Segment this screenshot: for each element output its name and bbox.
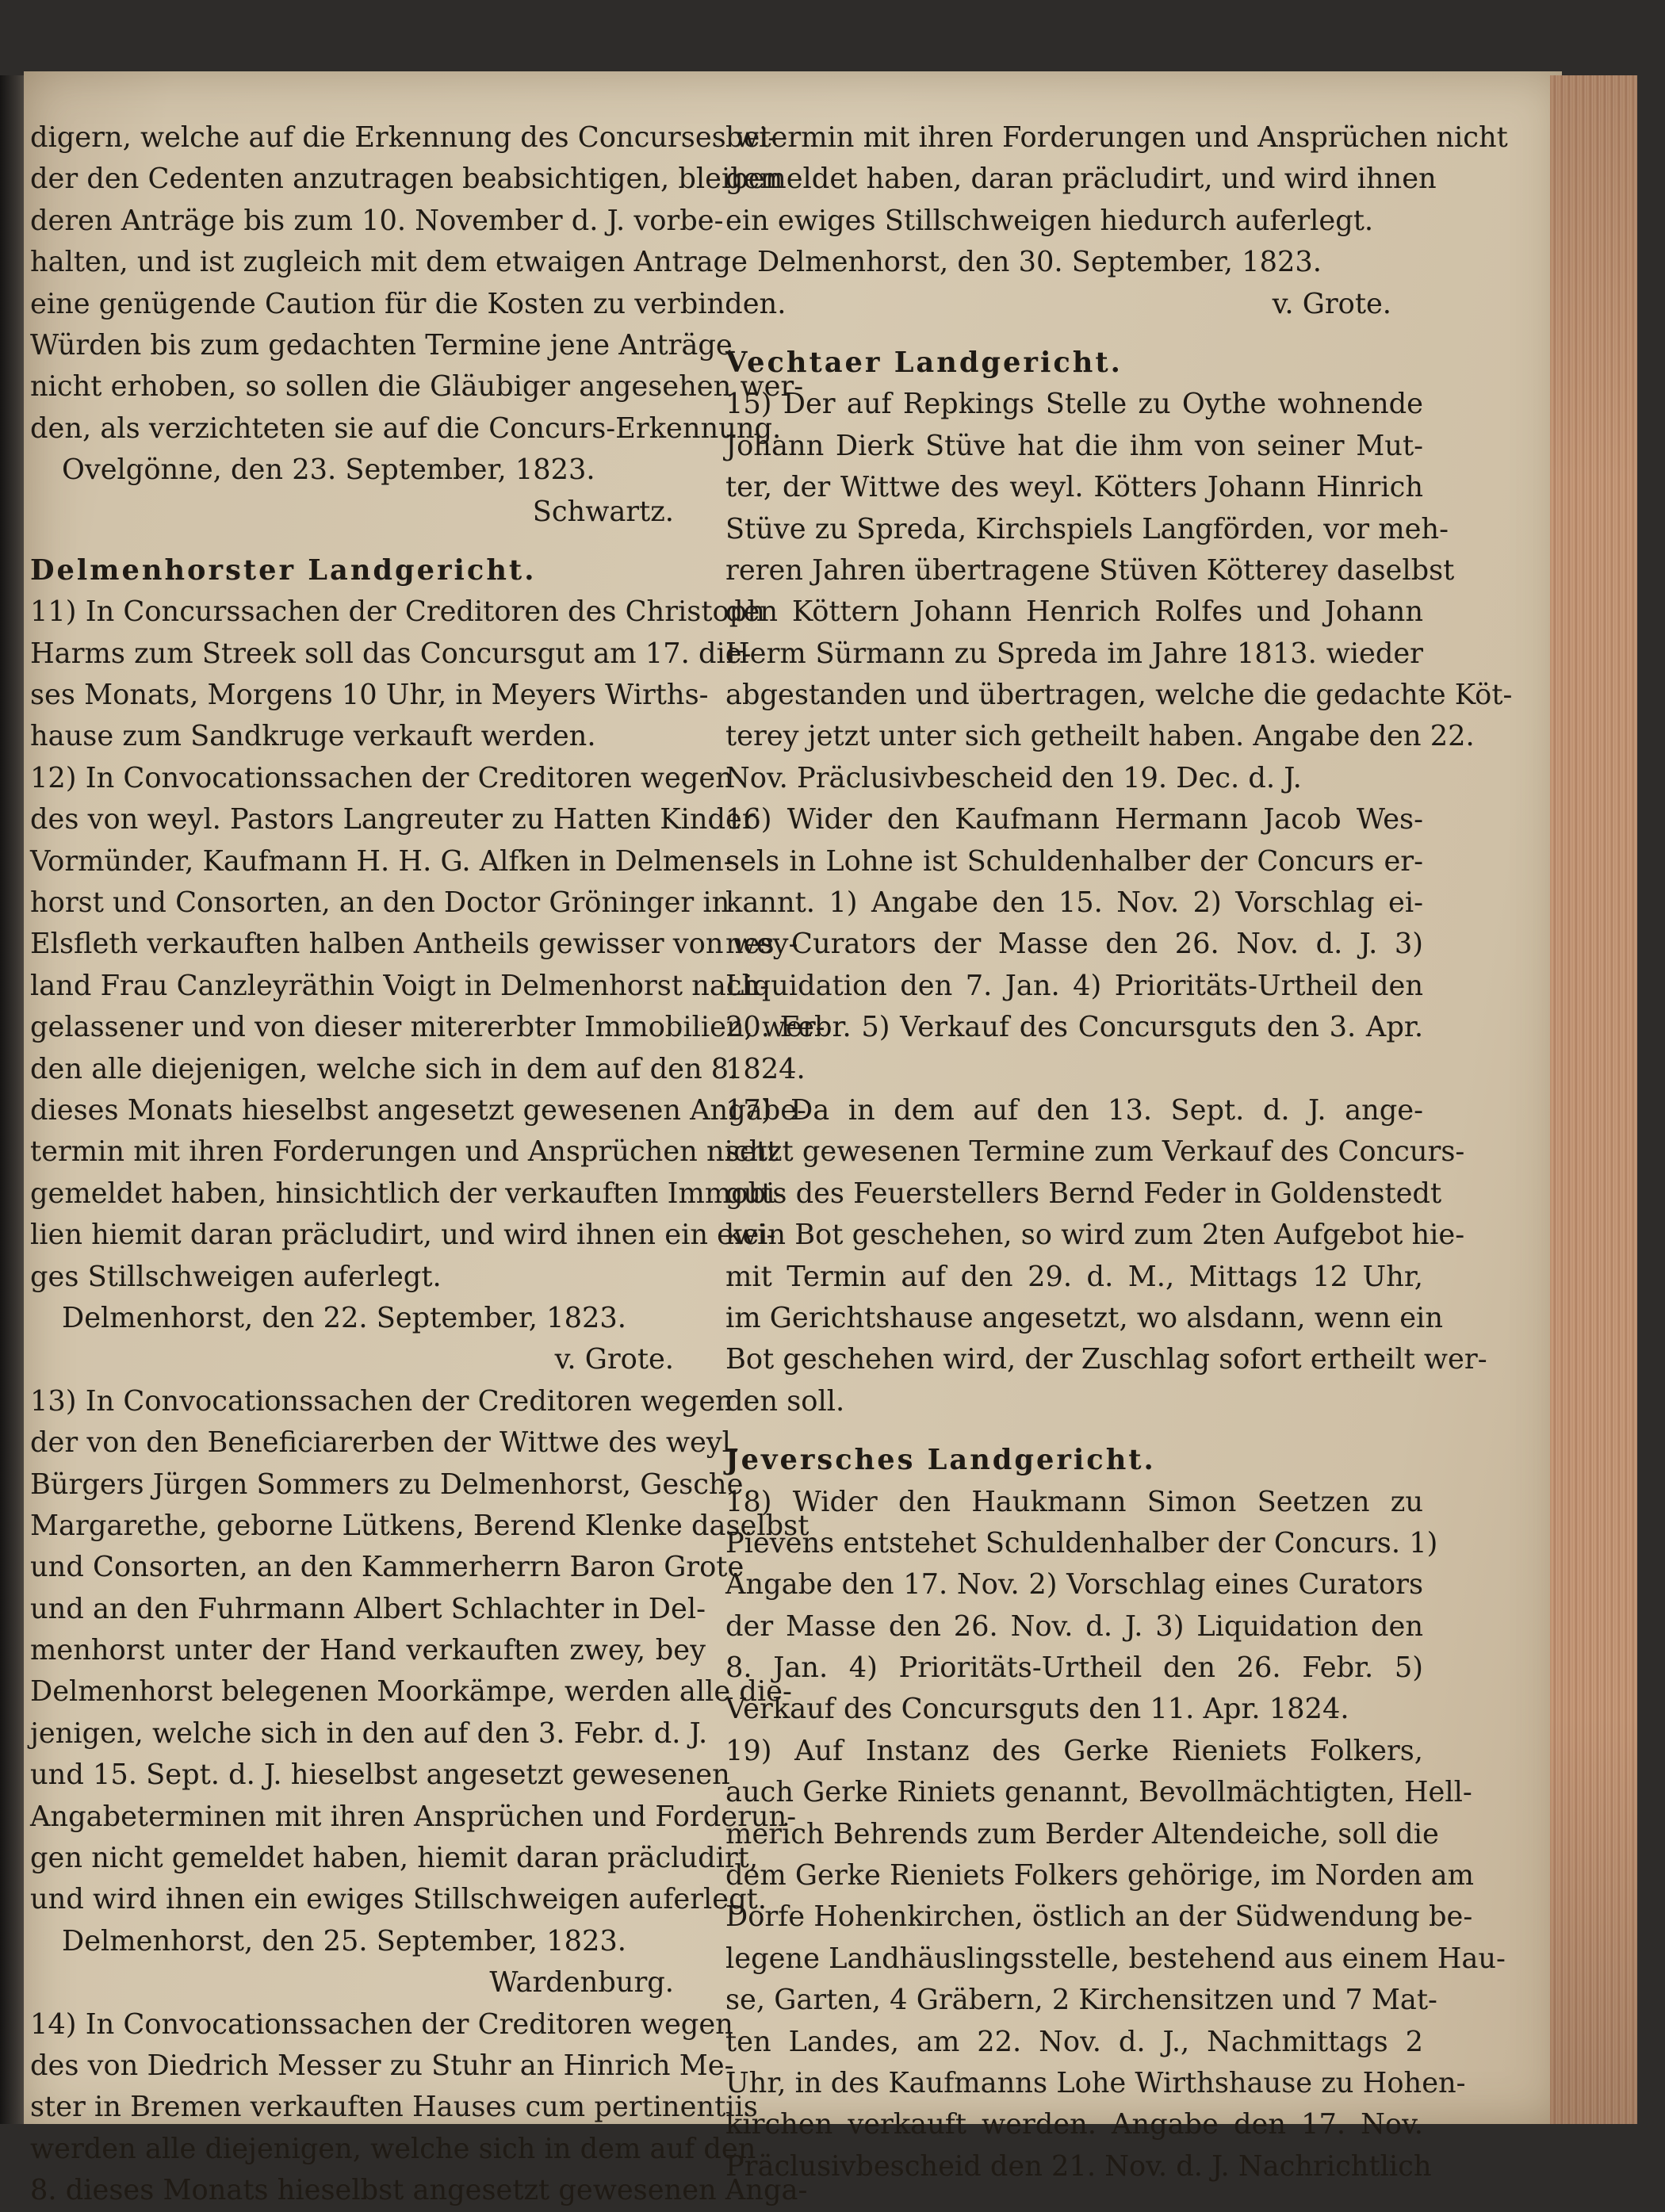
text-line: kannt. 1) Angabe den 15. Nov. 2) Vorschlag ei- xyxy=(725,886,1423,920)
text-line: gelassener und von dieser mitererbter Immobilien, wer- xyxy=(30,1011,825,1044)
place-date-line: Delmenhorst, den 25. September, 1823. xyxy=(62,1924,626,1958)
text-line: dieses Monats hieselbst angesetzt gewesenen Angabe- xyxy=(30,1093,806,1127)
section-gap xyxy=(725,1422,1423,1440)
text-line: und an den Fuhrmann Albert Schlachter in Del- xyxy=(30,1592,706,1625)
text-line: nicht erhoben, so sollen die Gläubiger angesehen wer- xyxy=(30,370,804,404)
text-line: betermin mit ihren Forderungen und Ansprüchen nicht xyxy=(725,121,1508,154)
text-line: sels in Lohne ist Schuldenhalber der Concurs er- xyxy=(725,844,1423,878)
text-line: gemeldet haben, hinsichtlich der verkauften Immobi- xyxy=(30,1177,785,1210)
text-line: termin mit ihren Forderungen und Ansprüchen nicht xyxy=(30,1135,779,1169)
text-line: 8. dieses Monats hieselbst angesetzt gewesenen Anga- xyxy=(30,2174,808,2207)
text-line: Präclusivbescheid den 21. Nov. d. J. Nachrichtlich xyxy=(725,2149,1432,2183)
text-line: ten Landes, am 22. Nov. d. J., Nachmittags 2 xyxy=(725,2025,1423,2058)
text-line: horst und Consorten, an den Doctor Gröninger in xyxy=(30,886,730,920)
text-line: guts des Feuerstellers Bernd Feder in Goldenstedt xyxy=(725,1177,1442,1210)
text-line: ster in Bremen verkauften Hauses cum pertinentiis xyxy=(30,2091,758,2124)
place-date-line: Delmenhorst, den 30. September, 1823. xyxy=(757,246,1322,279)
text-line: setzt gewesenen Termine zum Verkauf des Concurs- xyxy=(725,1135,1465,1169)
place-date-line: Ovelgönne, den 23. September, 1823. xyxy=(62,453,595,487)
text-line: Liquidation den 7. Jan. 4) Prioritäts-Urtheil den xyxy=(725,969,1423,1002)
section-heading: Vechtaer Landgericht. xyxy=(725,346,1123,379)
text-line: jenigen, welche sich in den auf den 3. Febr. d. J. xyxy=(30,1716,708,1750)
place-date-line: Delmenhorst, den 22. September, 1823. xyxy=(62,1301,626,1334)
text-line: des von Diedrich Messer zu Stuhr an Hinrich Me- xyxy=(30,2049,734,2082)
text-line: Vormünder, Kaufmann H. H. G. Alfken in Delmen- xyxy=(30,844,733,878)
text-line: Bot geschehen wird, der Zuschlag sofort ertheilt wer- xyxy=(725,1343,1487,1376)
text-line: Dorfe Hohenkirchen, östlich an der Südwendung be- xyxy=(725,1900,1473,1934)
paragraph-end-line: Verkauf des Concursguts den 11. Apr. 1824. xyxy=(725,1693,1349,1726)
text-line: ses Monats, Morgens 10 Uhr, in Meyers Wirths- xyxy=(30,679,709,712)
text-line: deren Anträge bis zum 10. November d. J. vorbe- xyxy=(30,204,724,237)
text-line: ter, der Wittwe des weyl. Kötters Johann Hinrich xyxy=(725,471,1423,504)
section-gap xyxy=(725,325,1423,343)
signature: Schwartz. xyxy=(532,495,674,528)
paragraph-end-line: 1824. xyxy=(725,1052,806,1085)
text-line: und Consorten, an den Kammerherrn Baron Grote xyxy=(30,1551,744,1584)
text-line: Elsfleth verkauften halben Antheils gewisser von wey- xyxy=(30,928,798,961)
text-line: reren Jahren übertragene Stüven Kötterey daselbst xyxy=(725,553,1455,587)
text-line: im Gerichtshause angesetzt, wo alsdann, wenn ein xyxy=(725,1301,1443,1334)
text-line: gemeldet haben, daran präcludirt, und wird ihnen xyxy=(725,163,1437,196)
text-line: terey jetzt unter sich getheilt haben. Angabe den 22. xyxy=(725,720,1475,753)
text-line: den alle diejenigen, welche sich in dem auf den 8. xyxy=(30,1052,738,1085)
text-line: Uhr, in des Kaufmanns Lohe Wirthshause zu Hohen- xyxy=(725,2066,1466,2099)
text-line: 11) In Concurssachen der Creditoren des Christoph xyxy=(30,595,765,629)
text-line: der von den Beneficiarerben der Wittwe des weyl. xyxy=(30,1426,741,1460)
text-line: abgestanden und übertragen, welche die gedachte Köt- xyxy=(725,679,1513,712)
paragraph-end-line: Nov. Präclusivbescheid den 19. Dec. d. J. xyxy=(725,761,1302,794)
text-line: Stüve zu Spreda, Kirchspiels Langförden, vor meh- xyxy=(725,512,1449,545)
text-line: Bürgers Jürgen Sommers zu Delmenhorst, Gesche xyxy=(30,1468,744,1501)
page-stack-edge xyxy=(1550,75,1637,2124)
text-line: der den Cedenten anzutragen beabsichtigen, bleiben xyxy=(30,163,783,196)
signature: v. Grote. xyxy=(554,1343,674,1376)
text-line: se, Garten, 4 Gräbern, 2 Kirchensitzen und 7 Mat- xyxy=(725,1984,1437,2017)
text-line: halten, und ist zugleich mit dem etwaigen Antrage xyxy=(30,246,748,279)
text-line: 12) In Convocationssachen der Creditoren wegen xyxy=(30,761,733,794)
text-line: 14) In Convocationssachen der Creditoren wegen xyxy=(30,2007,733,2041)
section-heading: Jeversches Landgericht. xyxy=(725,1444,1156,1477)
text-line: Angabe den 17. Nov. 2) Vorschlag eines Curators xyxy=(725,1568,1423,1602)
text-line: land Frau Canzleyräthin Voigt in Delmenhorst nach- xyxy=(30,969,770,1002)
text-line: des von weyl. Pastors Langreuter zu Hatten Kinder xyxy=(30,803,756,836)
text-line: Harms zum Streek soll das Concursgut am 17. die- xyxy=(30,637,752,670)
text-line: lien hiemit daran präcludirt, und wird ihnen ein ewi- xyxy=(30,1219,776,1252)
text-line: menhorst unter der Hand verkauften zwey, bey xyxy=(30,1634,706,1667)
text-line: Johann Dierk Stüve hat die ihm von seiner Mut- xyxy=(725,429,1423,462)
text-line: Pievens entstehet Schuldenhalber der Concurs. 1) xyxy=(725,1526,1438,1559)
text-line: Delmenhorst belegenen Moorkämpe, werden alle die- xyxy=(30,1675,792,1709)
text-line: gen nicht gemeldet haben, hiemit daran präcludirt, xyxy=(30,1842,759,1875)
text-line: Herm Sürmann zu Spreda im Jahre 1813. wieder xyxy=(725,637,1423,670)
signature: v. Grote. xyxy=(1272,287,1391,320)
text-line: den Köttern Johann Henrich Rolfes und Johann xyxy=(725,595,1423,629)
text-line: kein Bot geschehen, so wird zum 2ten Aufgebot hie- xyxy=(725,1219,1465,1252)
text-line: Angabeterminen mit ihren Ansprüchen und Forderun- xyxy=(30,1800,797,1833)
text-line: legene Landhäuslingsstelle, bestehend aus einem Hau- xyxy=(725,1942,1506,1975)
text-line: Würden bis zum gedachten Termine jene Anträge xyxy=(30,328,733,362)
signature: Wardenburg. xyxy=(489,1966,674,2000)
text-line: eine genügende Caution für die Kosten zu verbinden. xyxy=(30,287,787,320)
paragraph-end-line: und wird ihnen ein ewiges Stillschweigen auferlegt. xyxy=(30,1883,767,1916)
paragraph-end-line: ges Stillschweigen auferlegt. xyxy=(30,1260,442,1293)
text-line: digern, welche auf die Erkennung des Concurses wi- xyxy=(30,121,778,154)
text-line: 20. Febr. 5) Verkauf des Concursguts den 3. Apr. xyxy=(725,1011,1423,1044)
text-line: kirchen verkauft werden. Angabe den 17. Nov. xyxy=(725,2108,1423,2141)
text-line: nes Curators der Masse den 26. Nov. d. J. 3) xyxy=(725,928,1423,961)
paragraph-end-line: ein ewiges Stillschweigen hiedurch auferlegt. xyxy=(725,204,1374,237)
text-line: mit Termin auf den 29. d. M., Mittags 12 Uhr, xyxy=(725,1260,1423,1293)
text-line: 8. Jan. 4) Prioritäts-Urtheil den 26. Febr. 5) xyxy=(725,1651,1423,1685)
text-line: 18) Wider den Haukmann Simon Seetzen zu xyxy=(725,1485,1423,1518)
text-line: der Masse den 26. Nov. d. J. 3) Liquidation den xyxy=(725,1609,1423,1643)
text-line: dem Gerke Rieniets Folkers gehörige, im Norden am xyxy=(725,1859,1474,1892)
text-line: 16) Wider den Kaufmann Hermann Jacob Wes- xyxy=(725,803,1423,836)
section-heading: Delmenhorster Landgericht. xyxy=(30,553,537,587)
text-line: werden alle diejenigen, welche sich in dem auf den xyxy=(30,2132,756,2165)
paragraph-end-line: hause zum Sandkruge verkauft werden. xyxy=(30,720,596,753)
text-line: auch Gerke Riniets genannt, Bevollmächtigten, Hell- xyxy=(725,1776,1472,1809)
text-line: 17) Da in dem auf den 13. Sept. d. J. ange- xyxy=(725,1093,1423,1127)
text-line: 19) Auf Instanz des Gerke Rieniets Folkers, xyxy=(725,1734,1423,1767)
text-line: 13) In Convocationssachen der Creditoren wegen xyxy=(30,1384,733,1418)
paragraph-end-line: den soll. xyxy=(725,1384,845,1418)
text-line: den, als verzichteten sie auf die Concurs-Erkennung. xyxy=(30,411,782,445)
text-line: 15) Der auf Repkings Stelle zu Oythe wohnende xyxy=(725,388,1423,421)
right-text-column xyxy=(725,117,1513,2187)
section-gap xyxy=(30,533,706,550)
text-line: merich Behrends zum Berder Altendeiche, soll die xyxy=(725,1817,1439,1850)
text-line: Margarethe, geborne Lütkens, Berend Klenke daselbst xyxy=(30,1509,810,1542)
text-line: und 15. Sept. d. J. hieselbst angesetzt gewesenen xyxy=(30,1759,730,1792)
